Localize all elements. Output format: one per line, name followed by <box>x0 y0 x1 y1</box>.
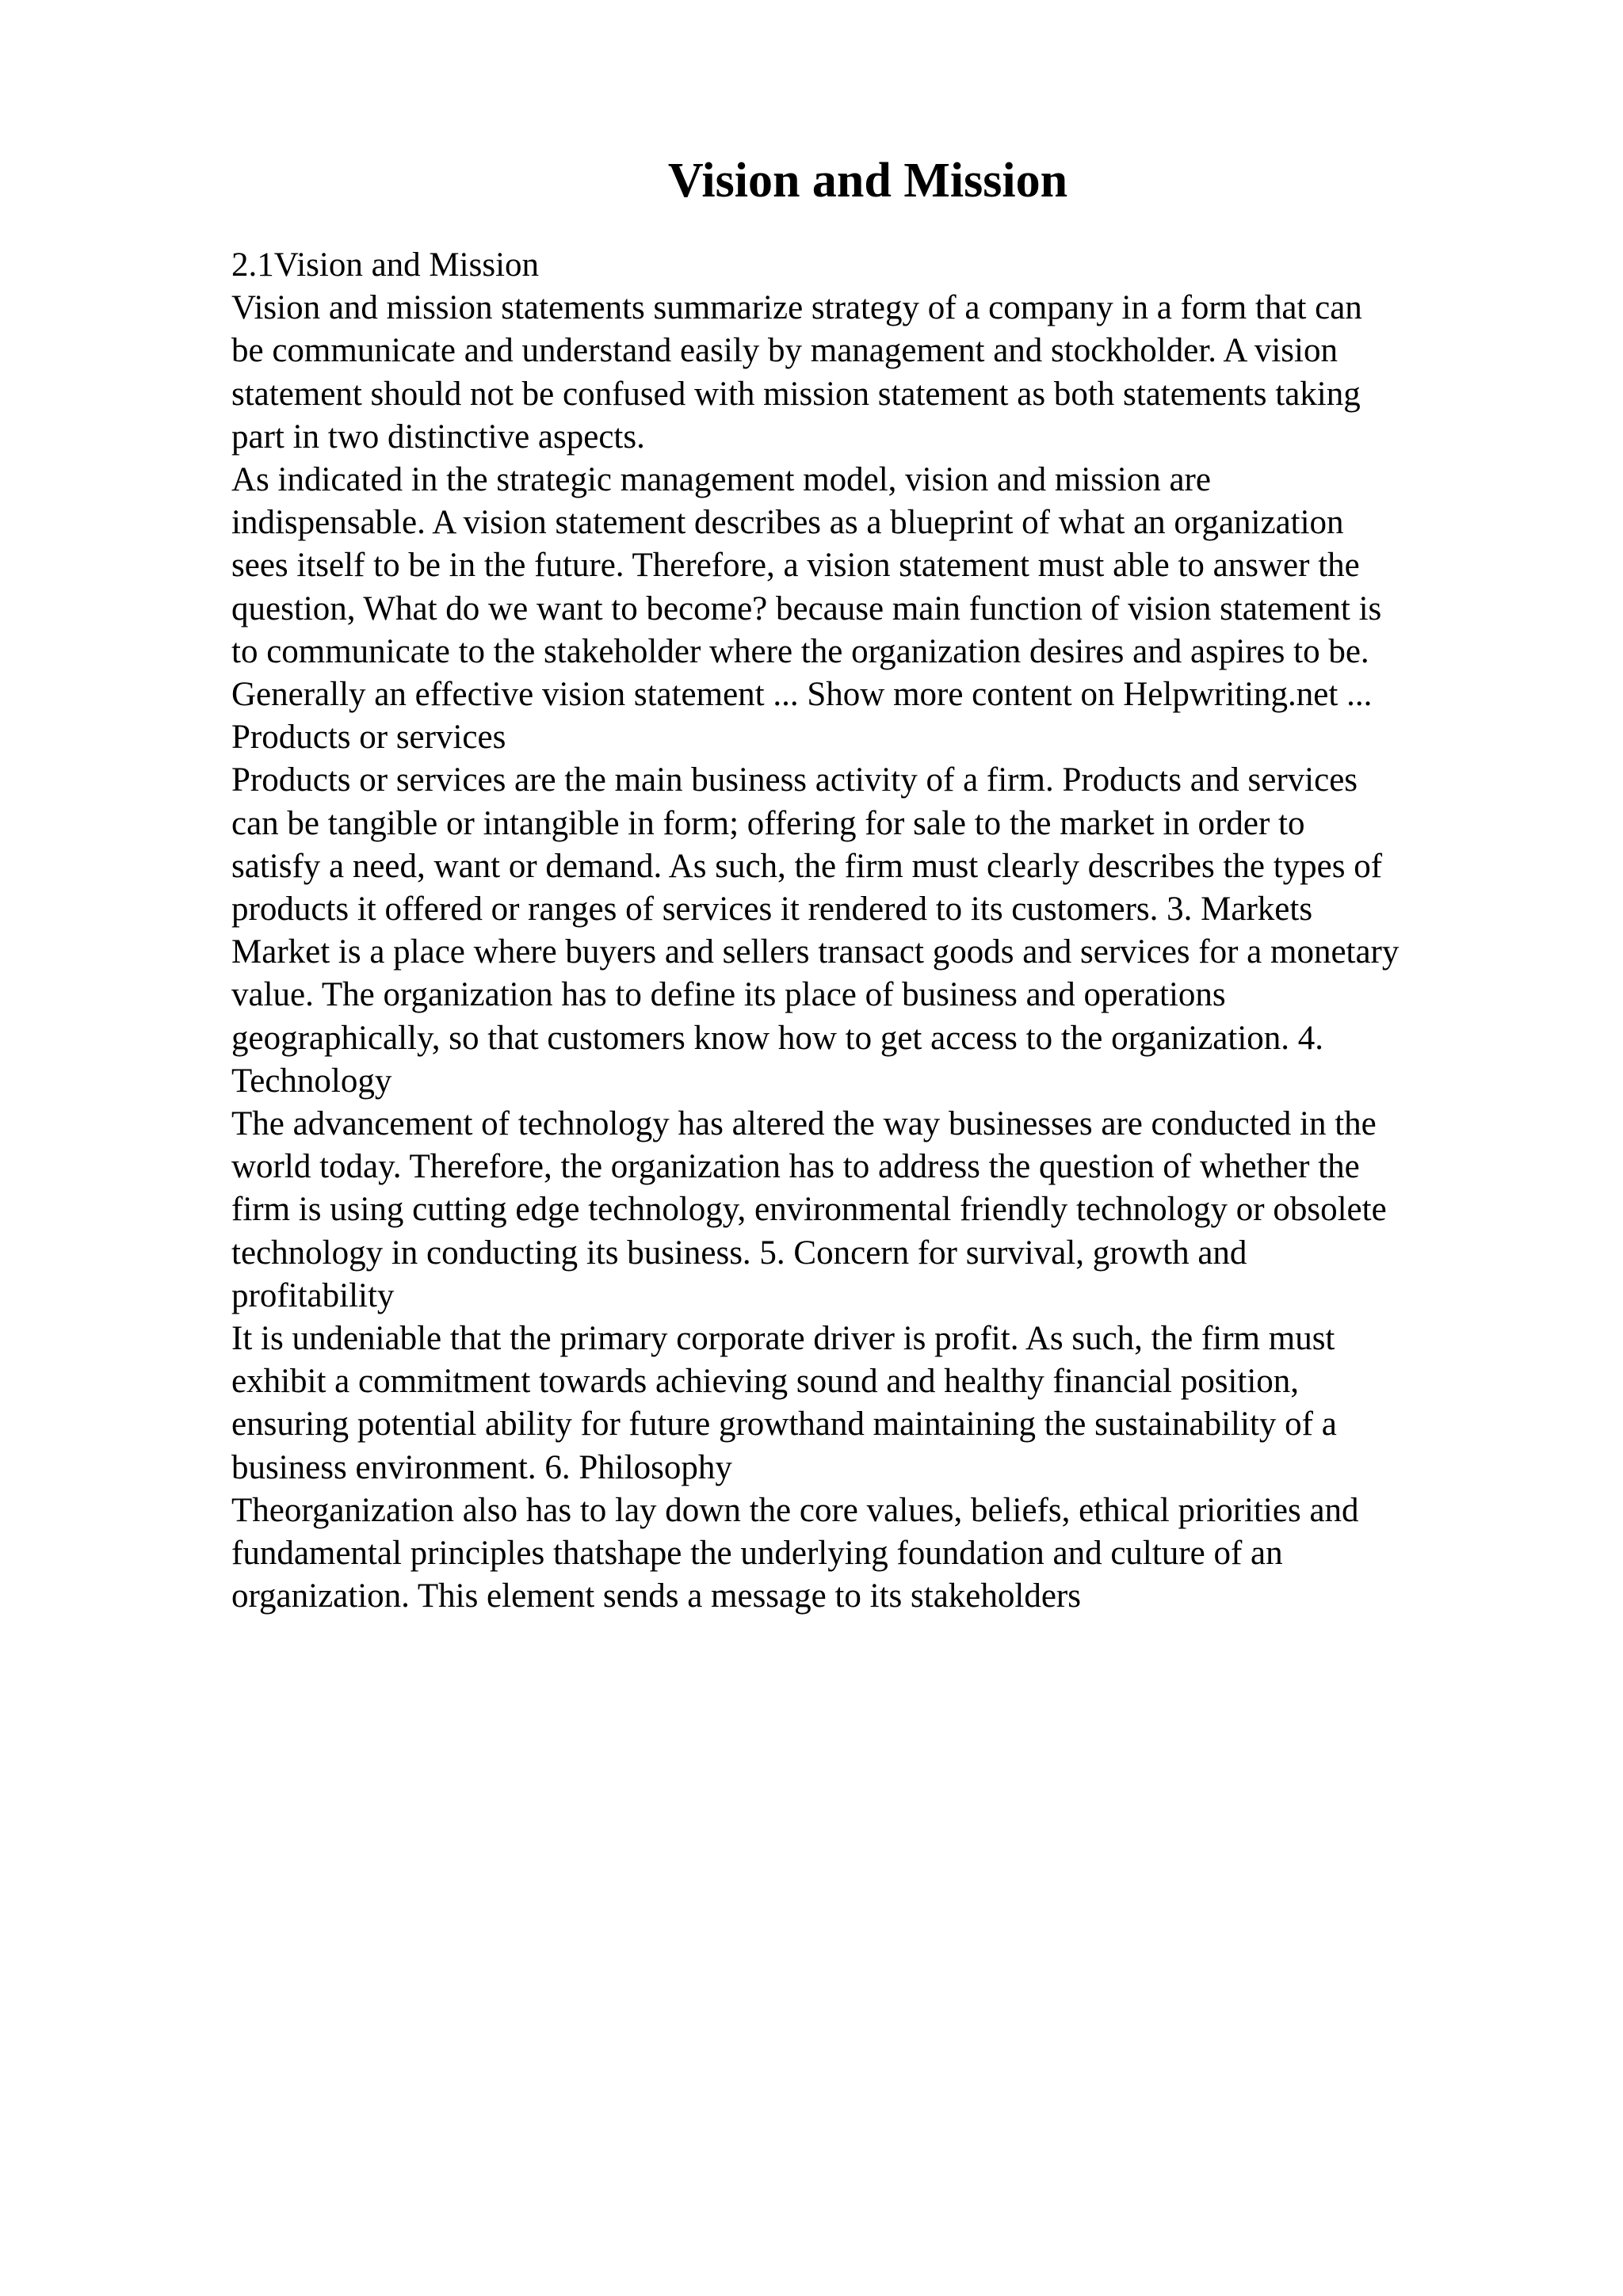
text-line: 2.1Vision and Mission <box>231 246 540 284</box>
text-line: geographically, so that customers know how to get access to the organization. 4. <box>231 1019 1324 1057</box>
page-title: Vision and Mission <box>667 154 1068 208</box>
text-line: firm is using cutting edge technology, environmental friendly technology or obsolete <box>231 1191 1387 1229</box>
text-line: Technology <box>231 1062 392 1100</box>
text-line: As indicated in the strategic management model, vision and mission are <box>231 461 1211 499</box>
text-line: can be tangible or intangible in form; offering for sale to the market in order to <box>231 804 1305 842</box>
text-line: statement should not be confused with mission statement as both statements taking <box>231 375 1361 413</box>
body-text <box>231 244 1515 1619</box>
text-line: part in two distinctive aspects. <box>231 418 645 456</box>
text-line: It is undeniable that the primary corporate driver is profit. As such, the firm must <box>231 1320 1335 1358</box>
text-line: ensuring potential ability for future growthand maintaining the sustainability of a <box>231 1405 1337 1444</box>
text-line: organization. This element sends a message to its stakeholders <box>231 1577 1081 1615</box>
text-line: Products or services <box>231 719 506 757</box>
text-line: fundamental principles thatshape the underlying foundation and culture of an <box>231 1535 1283 1573</box>
text-line: Vision and mission statements summarize strategy of a company in a form that can <box>231 289 1362 327</box>
text-line: business environment. 6. Philosophy <box>231 1448 732 1486</box>
text-line: Products or services are the main business activity of a firm. Products and services <box>231 761 1358 799</box>
text-line: indispensable. A vision statement describes as a blueprint of what an organization <box>231 504 1344 542</box>
text-line: Generally an effective vision statement ... Show more content on Helpwriting.net ... <box>231 676 1373 714</box>
text-line: Theorganization also has to lay down the core values, beliefs, ethical priorities and <box>231 1491 1359 1529</box>
text-line: satisfy a need, want or demand. As such, the firm must clearly describes the types of <box>231 847 1383 885</box>
text-line: sees itself to be in the future. Therefore, a vision statement must able to answer the <box>231 547 1360 585</box>
text-line: world today. Therefore, the organization has to address the question of whether the <box>231 1148 1360 1186</box>
text-line: profitability <box>231 1276 395 1314</box>
text-line: to communicate to the stakeholder where the organization desires and aspires to be. <box>231 632 1369 670</box>
text-line: products it offered or ranges of services it rendered to its customers. 3. Markets <box>231 891 1313 929</box>
text-line: be communicate and understand easily by management and stockholder. A vision <box>231 332 1338 370</box>
text-line: question, What do we want to become? because main function of vision statement is <box>231 589 1382 627</box>
text-line: value. The organization has to define its place of business and operations <box>231 976 1226 1014</box>
text-line: technology in conducting its business. 5. Concern for survival, growth and <box>231 1234 1247 1272</box>
text-line: exhibit a commitment towards achieving sound and healthy financial position, <box>231 1363 1300 1401</box>
text-line: Market is a place where buyers and sellers transact goods and services for a monetary <box>231 933 1400 971</box>
text-line: The advancement of technology has altered the way businesses are conducted in the <box>231 1105 1377 1143</box>
